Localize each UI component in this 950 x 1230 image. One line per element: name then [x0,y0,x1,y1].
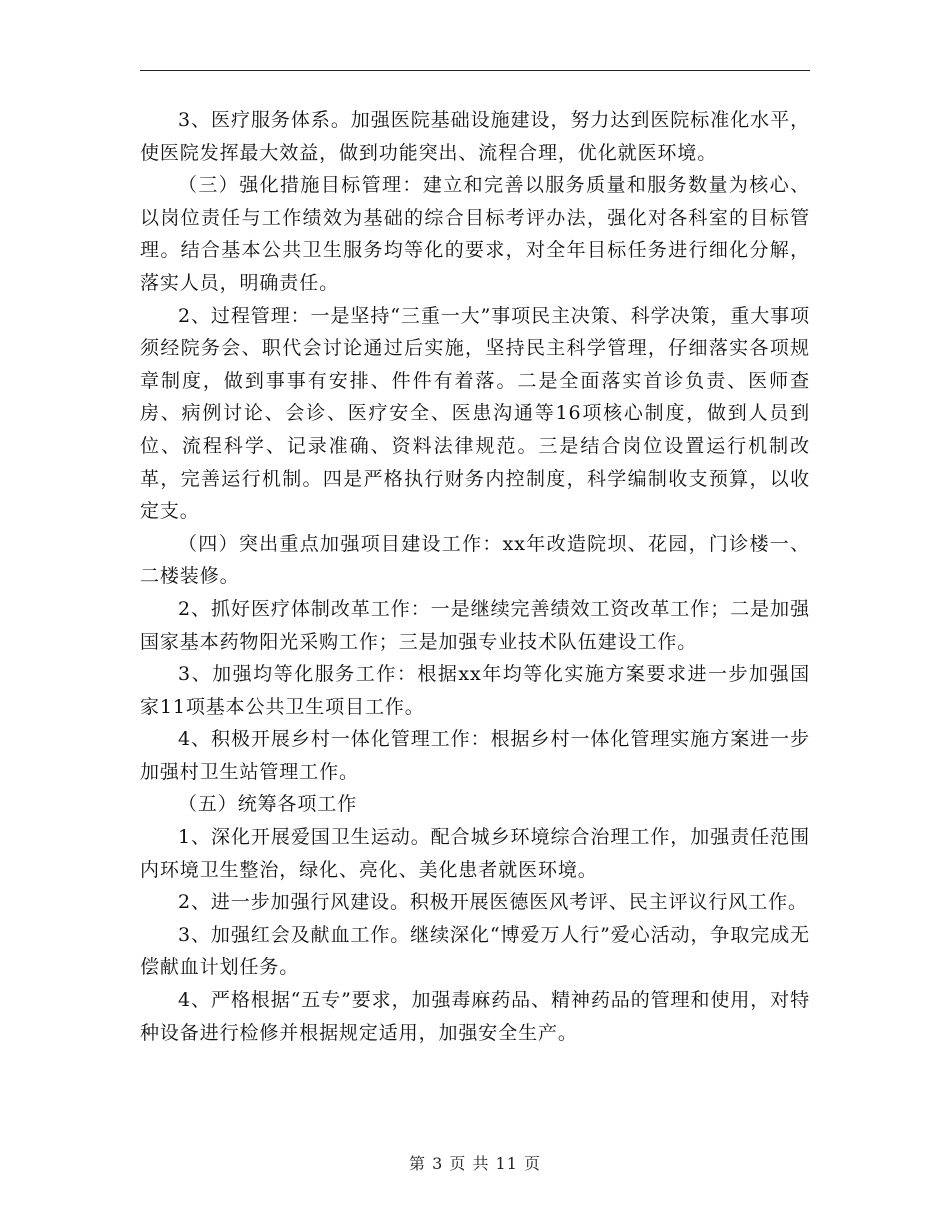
paragraph-rural-integration: 4、积极开展乡村一体化管理工作：根据乡村一体化管理实施方案进一步加强村卫生站管理工作。 [140,728,810,783]
paragraph-drug-safety: 4、严格根据“五专”要求，加强毒麻药品、精神药品的管理和使用，对特种设备进行检修并根据规定适用，加强安全生产。 [140,989,810,1044]
section-heading-coordination: （五）统筹各项工作 [178,793,358,816]
footer-suffix: 页 [524,1154,542,1173]
paragraph-process-management: 2、过程管理：一是坚持“三重一大”事项民主决策、科学决策，重大事项须经院务会、职代会讨论通过后实施，坚持民主科学管理，仔细落实各项规章制度，做到事事有安排、件件有着落。二是全面落实首诊负责、医师查房、病例讨论、会诊、医疗安全、医患沟通等16项核心制度，做到人员到位、流程科学、记录准确、资料法律规范。三是结合岗位设置运行机制改革，完善运行机制。四是严格执行财务内控制度，科学编制收支预算，以收定支。 [140,304,810,523]
paragraph-target-management: （三）强化措施目标管理：建立和完善以服务质量和服务数量为核心、以岗位责任与工作绩效为基础的综合目标考评办法，强化对各科室的目标管理。结合基本公共卫生服务均等化的要求，对全年目标任务进行细化分解，落实人员，明确责任。 [140,174,810,294]
page-number-footer [0,1152,950,1176]
document-body [140,104,810,1049]
paragraph-red-cross-blood: 3、加强红会及献血工作。继续深化“博爱万人行”爱心活动，争取完成无偿献血计划任务。 [140,923,810,979]
footer-current-page: 3 [432,1154,444,1173]
footer-total-pages: 11 [495,1154,518,1173]
header-rule [140,70,810,71]
paragraph-conduct-building: 2、进一步加强行风建设。积极开展医德医风考评、民主评议行风工作。 [178,891,808,914]
paragraph-medical-reform: 2、抓好医疗体制改革工作：一是继续完善绩效工资改革工作；二是加强国家基本药物阳光采购工作；三是加强专业技术队伍建设工作。 [140,597,810,653]
paragraph-patriotic-health: 1、深化开展爱国卫生运动。配合城乡环境综合治理工作，加强责任范围内环境卫生整治，绿化、亮化、美化患者就医环境。 [140,826,810,881]
paragraph-equalization-service: 3、加强均等化服务工作：根据xx年均等化实施方案要求进一步加强国家11项基本公共卫生项目工作。 [140,663,810,718]
paragraph-project-construction: （四）突出重点加强项目建设工作：xx年改造院坝、花园，门诊楼一、二楼装修。 [140,532,810,588]
footer-prefix: 第 [408,1154,426,1173]
paragraph-medical-service-system: 3、医疗服务体系。加强医院基础设施建设，努力达到医院标准化水平，使医院发挥最大效益，做到功能突出、流程合理，优化就医环境。 [140,109,810,164]
footer-middle: 页 共 [449,1154,490,1173]
